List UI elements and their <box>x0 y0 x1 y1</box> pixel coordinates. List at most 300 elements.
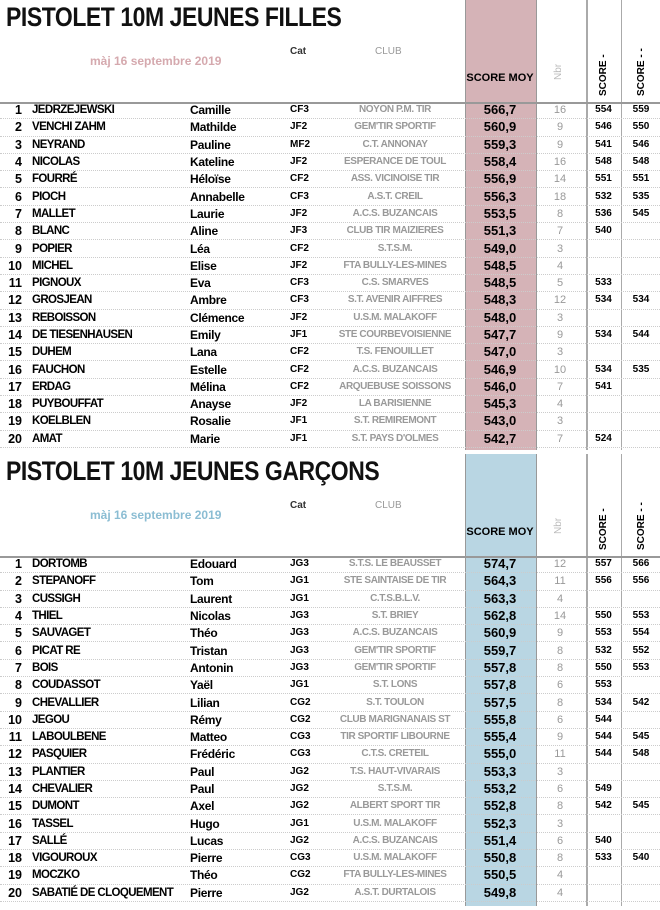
rank: 13 <box>8 310 22 325</box>
table-row <box>0 764 660 781</box>
nbr: 3 <box>556 346 564 359</box>
score-moy: 556,9 <box>483 171 517 187</box>
club: A.C.S. BUZANCAIS <box>352 363 438 375</box>
rank: 3 <box>15 137 22 152</box>
table-row <box>0 815 660 832</box>
table-row <box>0 677 660 694</box>
category: CF2 <box>290 242 309 254</box>
rank: 19 <box>8 414 22 429</box>
first-name: Rosalie <box>190 414 231 429</box>
table-row <box>0 102 660 119</box>
score2: 554 <box>632 627 650 639</box>
category: JG2 <box>290 783 309 794</box>
score-moy: 555,0 <box>483 746 517 762</box>
score-moy: 555,8 <box>483 711 517 727</box>
first-name: Nicolas <box>190 609 231 624</box>
score1: 553 <box>595 679 612 691</box>
score-moy: 574,7 <box>483 556 517 572</box>
table-row <box>0 573 660 590</box>
update-date: màj 16 septembre 2019 <box>90 54 222 68</box>
category: CG3 <box>290 852 311 864</box>
header-score-moy: SCORE MOY <box>466 72 534 84</box>
score-moy: 548,0 <box>483 309 517 325</box>
nbr: 8 <box>556 207 564 220</box>
score-moy: 559,7 <box>483 642 517 658</box>
first-name: Lucas <box>190 833 224 848</box>
first-name: Rémy <box>190 712 222 727</box>
last-name: KOELBLEN <box>32 415 91 428</box>
first-name: Edouard <box>190 557 237 572</box>
rank: 14 <box>8 328 22 342</box>
table-row <box>0 310 660 327</box>
last-name: CUSSIGH <box>32 592 81 605</box>
first-name: Yaël <box>190 678 213 693</box>
club: CLUB TIR MAIZIERES <box>346 225 444 237</box>
first-name: Héloïse <box>190 172 231 187</box>
category: CG3 <box>290 731 311 743</box>
category: CF3 <box>290 104 309 116</box>
category: JG2 <box>290 765 309 777</box>
first-name: Lana <box>190 345 217 360</box>
category: CF3 <box>290 277 309 289</box>
club: ALBERT SPORT TIR <box>349 800 441 812</box>
last-name: BLANC <box>32 225 70 238</box>
rank: 11 <box>8 730 22 745</box>
score-moy: 562,8 <box>483 608 517 624</box>
club: LA BARISIENNE <box>358 398 432 410</box>
club: S.T. PAYS D'OLMES <box>351 432 439 444</box>
rank: 9 <box>15 695 22 710</box>
rank: 11 <box>8 276 22 291</box>
score2: 551 <box>632 173 650 185</box>
first-name: Paul <box>190 782 215 796</box>
category: JF2 <box>290 121 308 133</box>
first-name: Anayse <box>190 397 231 412</box>
table-row <box>0 608 660 625</box>
first-name: Laurent <box>190 591 232 606</box>
table-row <box>0 729 660 746</box>
rank: 4 <box>15 155 22 170</box>
last-name: PIGNOUX <box>32 277 81 290</box>
last-name: SABATIÉ DE CLOQUEMENT <box>32 886 174 899</box>
last-name: FOURRÉ <box>32 173 77 186</box>
club: U.S.M. MALAKOFF <box>353 852 437 864</box>
score1: 534 <box>595 696 612 708</box>
table-row <box>0 556 660 573</box>
rank: 6 <box>15 189 22 204</box>
last-name: PASQUIER <box>32 748 87 761</box>
score1: 544 <box>595 713 612 725</box>
score2: 553 <box>632 661 650 673</box>
score-moy: 550,5 <box>483 867 517 883</box>
club: S.T.S.M. <box>377 242 413 254</box>
category: JF1 <box>290 329 308 340</box>
club: NOYON P.M. TIR <box>358 104 431 116</box>
score-moy: 552,3 <box>483 815 517 831</box>
table-row <box>0 431 660 448</box>
table-row <box>0 798 660 815</box>
table-row <box>0 379 660 396</box>
category: JG1 <box>290 679 309 691</box>
category: JF1 <box>290 432 308 444</box>
section-title: PISTOLET 10M JEUNES GARÇONS <box>6 456 380 486</box>
table-row <box>0 223 660 240</box>
rank: 18 <box>8 397 22 412</box>
last-name: DE TIESENHAUSEN <box>32 329 133 341</box>
nbr: 8 <box>556 644 564 657</box>
score2: 556 <box>632 575 650 587</box>
score1: 541 <box>595 138 612 150</box>
rank: 13 <box>8 764 22 779</box>
rank: 2 <box>15 574 22 589</box>
score-moy: 553,2 <box>483 781 517 796</box>
table-row <box>0 206 660 223</box>
rank: 12 <box>8 293 22 308</box>
header-score2: SCORE - - <box>636 48 647 96</box>
score-moy: 557,5 <box>483 694 517 710</box>
first-name: Marie <box>190 431 220 446</box>
score2: 542 <box>632 696 650 708</box>
category: CF3 <box>290 190 309 202</box>
last-name: ERDAG <box>32 380 71 393</box>
club: ASS. VICINOISE TIR <box>350 173 440 185</box>
first-name: Mélina <box>190 379 226 394</box>
score-moy: 557,8 <box>483 659 517 675</box>
category: JF1 <box>290 415 308 427</box>
rank: 1 <box>15 557 22 572</box>
header-nbr: Nbr <box>553 63 564 80</box>
rank: 2 <box>15 120 22 135</box>
score-moy: 553,3 <box>483 763 517 779</box>
rank: 7 <box>15 660 22 675</box>
score1: 544 <box>595 731 612 743</box>
nbr: 11 <box>554 748 566 761</box>
score1: 548 <box>595 156 612 168</box>
last-name: PICAT RE <box>32 644 81 657</box>
last-name: DUHEM <box>32 346 72 359</box>
club: S.T.S. LE BEAUSSET <box>348 558 442 570</box>
rank: 3 <box>15 591 22 606</box>
score2: 545 <box>632 207 650 219</box>
score-moy: 553,5 <box>483 205 517 221</box>
nbr: 3 <box>556 765 564 778</box>
first-name: Pierre <box>190 851 223 866</box>
table-row <box>0 625 660 642</box>
table-row <box>0 344 660 361</box>
first-name: Théo <box>190 868 218 883</box>
rank: 6 <box>15 643 22 658</box>
category: CG2 <box>290 696 311 708</box>
header-nbr: Nbr <box>553 517 564 534</box>
nbr: 4 <box>556 592 564 605</box>
club: C.S. SMARVES <box>361 277 429 289</box>
nbr: 7 <box>556 380 564 393</box>
score1: 557 <box>595 558 612 570</box>
nbr: 5 <box>556 277 564 290</box>
score2: 546 <box>632 138 650 150</box>
score-moy: 560,9 <box>483 119 517 135</box>
score-moy: 548,5 <box>483 257 517 273</box>
score1: 549 <box>595 783 612 794</box>
nbr: 6 <box>556 679 564 692</box>
category: JG3 <box>290 661 309 673</box>
score1: 556 <box>595 575 612 587</box>
nbr: 7 <box>556 225 564 238</box>
rank: 15 <box>8 799 22 814</box>
rank: 9 <box>15 241 22 256</box>
score-moy: 547,0 <box>483 344 517 360</box>
category: JG2 <box>290 886 309 898</box>
club: A.C.S. BUZANCAIS <box>352 834 438 846</box>
category: CF3 <box>290 294 309 306</box>
category: JF3 <box>290 225 308 237</box>
nbr: 12 <box>553 558 567 571</box>
table-row <box>0 292 660 309</box>
table-row <box>0 746 660 763</box>
score-moy: 546,0 <box>483 378 517 394</box>
score-moy: 551,3 <box>483 223 517 239</box>
first-name: Estelle <box>190 362 227 377</box>
score-moy: 564,3 <box>483 573 517 589</box>
score1: 533 <box>595 852 612 864</box>
club: STE COURBEVOISIENNE <box>338 329 452 340</box>
table-row <box>0 327 660 344</box>
last-name: SALLÉ <box>32 834 67 847</box>
category: CF2 <box>290 380 309 392</box>
club: ARQUEBUSE SOISSONS <box>339 380 451 392</box>
rank: 12 <box>8 747 22 762</box>
score-moy: 542,7 <box>483 430 517 446</box>
table-row <box>0 712 660 729</box>
first-name: Ambre <box>190 293 227 308</box>
club: S.T. BRIEY <box>371 610 419 622</box>
score1: 544 <box>595 748 612 760</box>
first-name: Eva <box>190 276 211 291</box>
category: JG1 <box>290 817 309 829</box>
first-name: Elise <box>190 258 217 273</box>
nbr: 16 <box>553 104 567 117</box>
score-moy: 552,8 <box>483 798 517 814</box>
score1: 550 <box>595 610 612 622</box>
rank: 20 <box>8 431 22 446</box>
section-title: PISTOLET 10M JEUNES FILLES <box>6 2 342 32</box>
nbr: 11 <box>554 575 566 588</box>
table-row <box>0 867 660 884</box>
header-club: CLUB <box>375 500 402 511</box>
table-row <box>0 361 660 378</box>
rank: 1 <box>15 103 22 118</box>
last-name: PLANTIER <box>32 765 85 778</box>
nbr: 9 <box>556 627 564 640</box>
nbr: 16 <box>553 156 567 169</box>
last-name: NEYRAND <box>32 138 85 151</box>
score1: 540 <box>595 834 612 846</box>
nbr: 8 <box>556 852 564 865</box>
table-row <box>0 642 660 659</box>
last-name: CHEVALIER <box>32 783 93 795</box>
score1: 540 <box>595 225 612 237</box>
table-row <box>0 119 660 136</box>
nbr: 3 <box>556 311 564 324</box>
first-name: Matteo <box>190 730 227 745</box>
score2: 552 <box>632 644 650 656</box>
first-name: Aline <box>190 224 218 239</box>
rank: 7 <box>15 206 22 221</box>
nbr: 14 <box>553 173 567 186</box>
first-name: Annabelle <box>190 189 245 204</box>
ranking-table <box>0 556 660 902</box>
category: CG2 <box>290 713 311 725</box>
score-moy: 549,0 <box>483 240 517 256</box>
club: S.T. AVENIR AIFFRES <box>347 294 443 306</box>
category: JF2 <box>290 156 308 168</box>
club: A.S.T. CREIL <box>367 190 423 202</box>
rank: 5 <box>15 172 22 187</box>
club: A.C.S. BUZANCAIS <box>352 627 438 639</box>
last-name: REBOISSON <box>32 311 96 324</box>
category: JG2 <box>290 800 309 812</box>
score1: 534 <box>595 329 612 340</box>
score2: 553 <box>632 610 650 622</box>
club: A.S.T. DURTALOIS <box>354 886 436 898</box>
last-name: MALLET <box>32 207 76 220</box>
header-score1: SCORE - <box>598 508 609 550</box>
last-name: GROSJEAN <box>32 294 92 307</box>
table-row <box>0 591 660 608</box>
club: C.T. ANNONAY <box>362 138 428 150</box>
score1: 532 <box>595 190 612 202</box>
club: STE SAINTAISE DE TIR <box>343 575 447 587</box>
table-row <box>0 885 660 902</box>
score2: 534 <box>632 294 650 306</box>
table-row <box>0 781 660 798</box>
first-name: Emily <box>190 328 221 342</box>
girls-ranking-section <box>0 0 660 454</box>
category: JG1 <box>290 575 309 587</box>
club: C.T.S. CRETEIL <box>361 748 429 760</box>
rank: 20 <box>8 885 22 900</box>
category: JG3 <box>290 627 309 639</box>
score-moy: 547,7 <box>483 327 517 342</box>
table-header <box>0 40 660 104</box>
nbr: 3 <box>556 817 564 830</box>
club: C.T.S.B.L.V. <box>370 592 420 604</box>
first-name: Pauline <box>190 137 231 152</box>
nbr: 9 <box>556 138 564 151</box>
club: S.T. LONS <box>372 679 418 691</box>
score-moy: 551,4 <box>483 832 517 848</box>
table-row <box>0 240 660 257</box>
score1: 542 <box>595 800 612 812</box>
first-name: Camille <box>190 103 231 118</box>
club: CLUB MARIGNANAIS ST <box>339 713 451 725</box>
rank: 5 <box>15 626 22 641</box>
first-name: Kateline <box>190 155 235 170</box>
score2: 548 <box>632 748 650 760</box>
nbr: 10 <box>553 363 567 376</box>
club: TIR SPORTIF LIBOURNE <box>340 731 450 743</box>
score-moy: 563,3 <box>483 590 517 606</box>
rank: 8 <box>15 678 22 693</box>
score-moy: 550,8 <box>483 850 517 866</box>
score1: 554 <box>595 104 612 116</box>
score-moy: 549,8 <box>483 884 517 900</box>
club: U.S.M. MALAKOFF <box>353 817 437 829</box>
category: MF2 <box>290 138 310 150</box>
table-row <box>0 396 660 413</box>
first-name: Paul <box>190 764 215 779</box>
last-name: BOIS <box>32 661 58 674</box>
score2: 535 <box>632 363 650 375</box>
score-moy: 558,4 <box>483 154 517 170</box>
header-club: CLUB <box>375 46 402 57</box>
nbr: 4 <box>556 869 564 882</box>
nbr: 4 <box>556 886 564 899</box>
last-name: SAUVAGET <box>32 627 91 640</box>
first-name: Tristan <box>190 643 228 658</box>
boys-ranking-section <box>0 454 660 910</box>
rank: 16 <box>8 816 22 831</box>
score-moy: 548,5 <box>483 275 517 291</box>
table-header <box>0 494 660 558</box>
club: S.T.S.M. <box>377 783 413 794</box>
last-name: STEPANOFF <box>32 575 96 588</box>
score1: 534 <box>595 294 612 306</box>
rank: 17 <box>8 833 22 848</box>
score1: 541 <box>595 380 612 392</box>
score1: 533 <box>595 277 612 289</box>
table-row <box>0 154 660 171</box>
category: CF2 <box>290 363 309 375</box>
club: GEM'TIR SPORTIF <box>354 121 436 133</box>
nbr: 18 <box>553 190 567 203</box>
header-cat: Cat <box>290 46 307 57</box>
nbr: 7 <box>556 432 564 445</box>
category: JF2 <box>290 398 308 410</box>
rank: 14 <box>8 782 22 796</box>
update-date: màj 16 septembre 2019 <box>90 508 222 522</box>
score1: 534 <box>595 363 612 375</box>
last-name: LABOULBENE <box>32 731 106 744</box>
club: GEM'TIR SPORTIF <box>354 644 436 656</box>
table-row <box>0 694 660 711</box>
first-name: Axel <box>190 799 215 814</box>
first-name: Laurie <box>190 206 225 221</box>
club: T.S. HAUT-VIVARAIS <box>350 765 440 777</box>
header-cat: Cat <box>290 500 307 511</box>
last-name: POPIER <box>32 242 72 255</box>
table-row <box>0 850 660 867</box>
nbr: 3 <box>556 242 564 255</box>
last-name: TASSEL <box>32 817 73 830</box>
last-name: NICOLAS <box>32 156 80 169</box>
category: JG2 <box>290 834 309 846</box>
club: GEM'TIR SPORTIF <box>354 661 436 673</box>
nbr: 4 <box>556 259 564 272</box>
category: CF2 <box>290 346 309 358</box>
last-name: VIGOUROUX <box>32 852 97 865</box>
nbr: 4 <box>556 398 564 411</box>
last-name: MOCZKO <box>32 869 80 882</box>
table-row <box>0 171 660 188</box>
nbr: 3 <box>556 415 564 428</box>
first-name: Mathilde <box>190 120 237 135</box>
score2: 545 <box>632 731 650 743</box>
nbr: 8 <box>556 696 564 709</box>
first-name: Clémence <box>190 310 245 325</box>
score1: 524 <box>595 432 612 444</box>
category: JF2 <box>290 311 308 323</box>
